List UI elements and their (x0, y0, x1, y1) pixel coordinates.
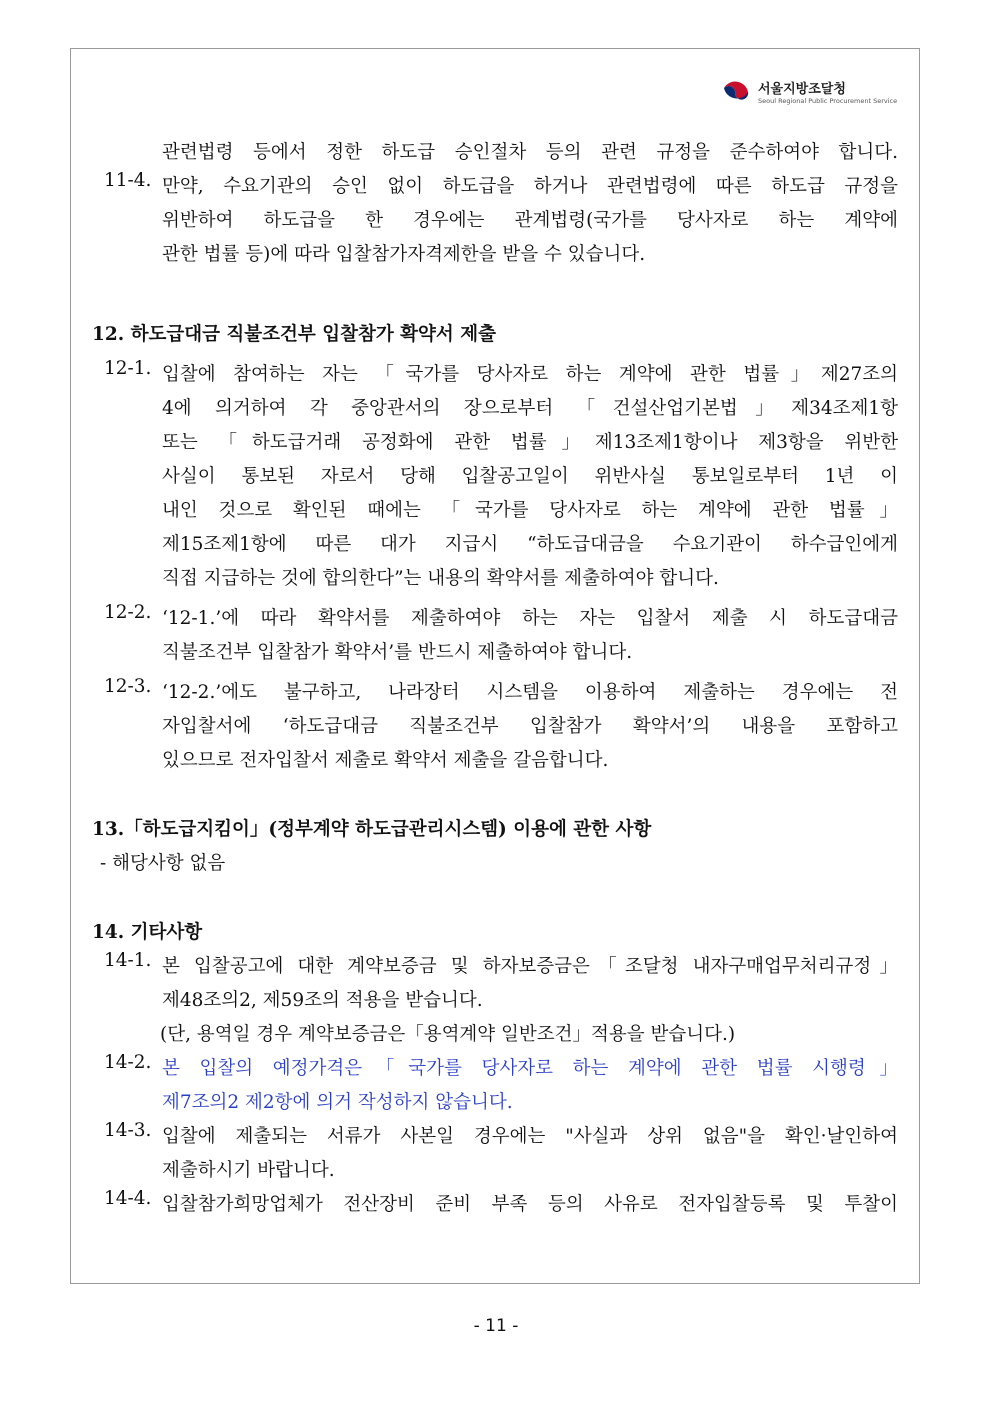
item-12-3 (92, 676, 898, 778)
item-text: 본 입찰공고에 대한 계약보증금 및 하자보증금은「조달청 내자구매업무처리규정」 (162, 956, 898, 977)
item-number: 14-3. (104, 1120, 152, 1141)
item-text: 직접 지급하는 것에 합의한다”는 내용의 확약서를 제출하여야 합니다. (162, 568, 719, 589)
item-text: 4에 의거하여 각 중앙관서의 장으로부터 「건설산업기본법」제34조제1항 (162, 398, 898, 419)
item-number: 12-3. (104, 676, 152, 697)
item-number: 14-4. (104, 1188, 152, 1209)
item-14-1 (92, 950, 898, 1018)
item-number: 11-4. (104, 170, 152, 191)
item-14-2 (92, 1052, 898, 1120)
item-number: 12-1. (104, 358, 152, 379)
item-text: 제출하시기 바랍니다. (162, 1160, 335, 1181)
item-text: 위반하여 하도급을 한 경우에는 관계법령(국가를 당사자로 하는 계약에 (162, 210, 898, 231)
document-body (92, 136, 898, 1222)
item-14-3 (92, 1120, 898, 1188)
item-text: 제15조제1항에 따른 대가 지급시 “하도급대금을 수요기관이 하수급인에게 (162, 534, 898, 555)
item-text: 입찰참가희망업체가 전산장비 준비 부족 등의 사유로 전자입찰등록 및 투찰이 (162, 1194, 898, 1215)
section-13-heading: 13.「하도급지킴이」(정부계약 하도급관리시스템) 이용에 관한 사항 (92, 819, 652, 840)
item-text: 있으므로 전자입찰서 제출로 확약서 제출을 갈음합니다. (162, 750, 609, 771)
item-text: 입찰에 제출되는 서류가 사본일 경우에는 "사실과 상위 없음"을 확인·날인하여 (162, 1126, 898, 1147)
item-text: 만약, 수요기관의 승인 없이 하도급을 하거나 관련법령에 따른 하도급 규정을 (162, 176, 898, 197)
section-13-note: - 해당사항 없음 (100, 853, 226, 874)
item-text: ‘12-1.’에 따라 확약서를 제출하여야 하는 자는 입찰서 제출 시 하도급대금 (162, 608, 898, 629)
item-text: 자입찰서에 ‘하도급대금 직불조건부 입찰참가 확약서’의 내용을 포함하고 (162, 716, 898, 737)
org-logo (718, 75, 908, 115)
item-text: ‘12-2.’에도 불구하고, 나라장터 시스템을 이용하여 제출하는 경우에는 전 (162, 682, 898, 703)
item-11-4 (92, 170, 898, 272)
item-number: 12-2. (104, 602, 152, 623)
item-text: 사실이 통보된 자로서 당해 입찰공고일이 위반사실 통보일로부터 1년 이 (162, 466, 898, 487)
item-text: 제48조의2, 제59조의 적용을 받습니다. (162, 990, 483, 1011)
s11-continuation: 관련법령 등에서 정한 하도급 승인절차 등의 관련 규정을 준수하여야 합니다. (162, 142, 898, 163)
item-text: 관한 법률 등)에 따라 입찰참가자격제한을 받을 수 있습니다. (162, 244, 646, 265)
section-14-heading: 14. 기타사항 (92, 922, 203, 943)
section-12-heading: 12. 하도급대금 직불조건부 입찰참가 확약서 제출 (92, 324, 496, 345)
taegeuk-emblem-icon (718, 77, 752, 111)
item-text: 또는 「하도급거래 공정화에 관한 법률」제13조제1항이나 제3항을 위반한 (162, 432, 898, 453)
item-text: 입찰에 참여하는 자는 「국가를 당사자로 하는 계약에 관한 법률」제27조의 (162, 364, 898, 385)
item-number: 14-1. (104, 950, 152, 971)
item-text: 직불조건부 입찰참가 확약서’를 반드시 제출하여야 합니다. (162, 642, 633, 663)
item-14-4 (92, 1188, 898, 1222)
item-14-1-note: (단, 용역일 경우 계약보증금은「용역계약 일반조건」적용을 받습니다.) (160, 1024, 736, 1045)
page-number: - 11 - (473, 1316, 519, 1336)
org-name-en: Seoul Regional Public Procurement Service (758, 97, 898, 105)
item-12-2 (92, 602, 898, 670)
item-text-highlighted: 제7조의2 제2항에 의거 작성하지 않습니다. (162, 1092, 513, 1113)
item-text: 내인 것으로 확인된 때에는 「국가를 당사자로 하는 계약에 관한 법률」 (162, 500, 898, 521)
item-12-1 (92, 358, 898, 596)
item-number: 14-2. (104, 1052, 152, 1073)
org-name: 서울지방조달청 (758, 82, 846, 97)
item-text-highlighted: 본 입찰의 예정가격은「국가를 당사자로 하는 계약에 관한 법률 시행령」 (162, 1058, 898, 1079)
